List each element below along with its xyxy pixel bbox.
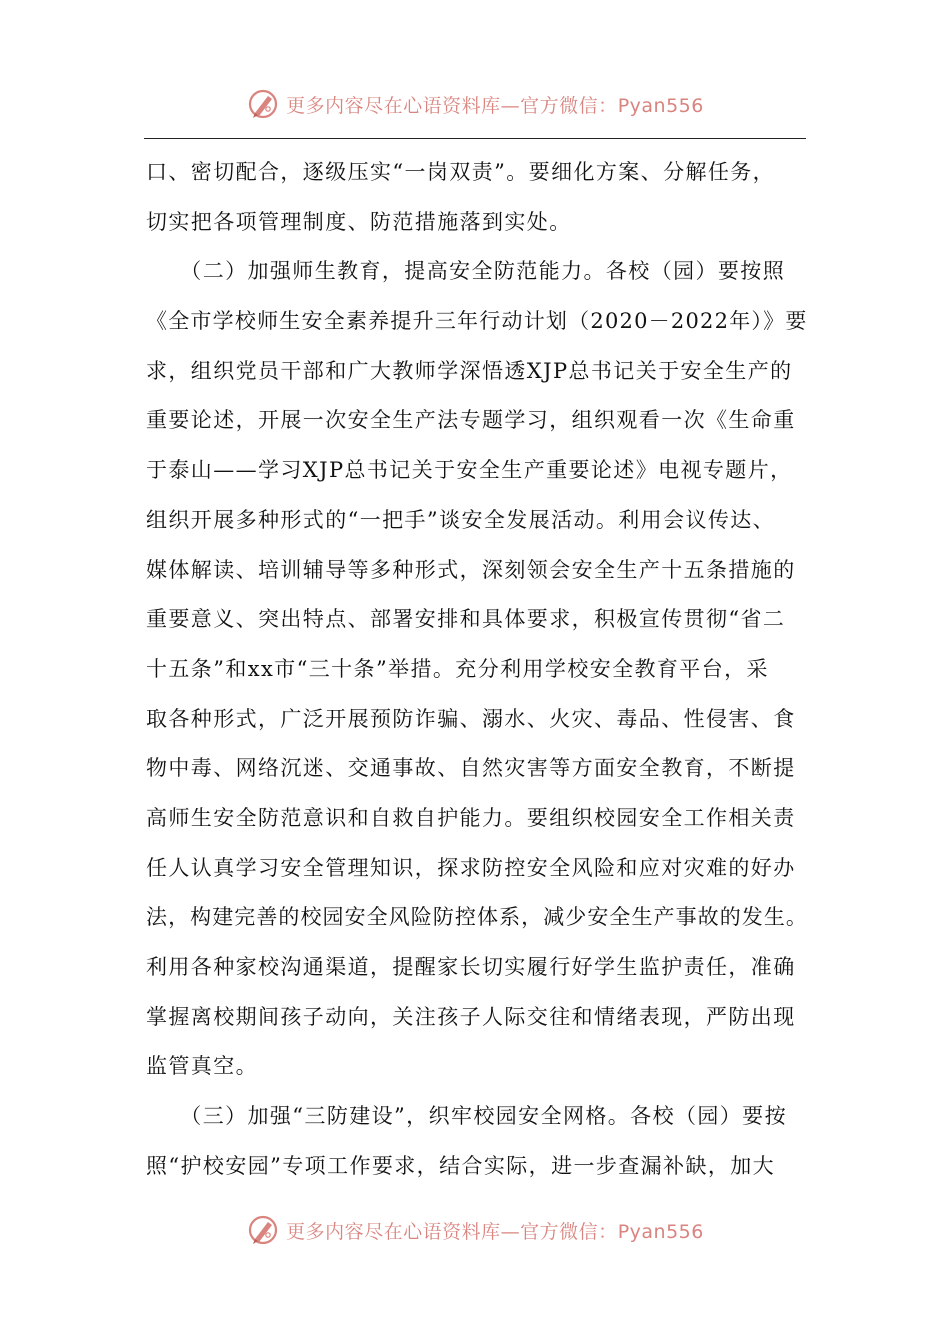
text-line: 照“护校安园”专项工作要求，结合实际，进一步查漏补缺，加大 xyxy=(146,1153,776,1178)
header-divider xyxy=(144,138,806,139)
text-line: 利用各种家校沟通渠道，提醒家长切实履行好学生监护责任，准确 xyxy=(146,955,796,979)
text-line: 口、密切配合，逐级压实“一岗双责”。要细化方案、分解任务， xyxy=(146,160,776,184)
header-wechat-label: 官方微信： xyxy=(520,94,618,117)
document-body xyxy=(146,152,806,1195)
page-footer xyxy=(0,1210,950,1250)
text-line: 法，构建完善的校园安全风险防控体系，减少安全生产事故的发生。 xyxy=(146,905,808,930)
text-line: 《全市学校师生安全素养提升三年行动计划（2020－2022年）》要 xyxy=(146,309,808,334)
text-line: 媒体解读、培训辅导等多种形式，深刻领会安全生产十五条措施的 xyxy=(146,557,796,582)
text-line: 重要论述，开展一次安全生产法专题学习，组织观看一次《生命重 xyxy=(146,408,796,433)
pen-logo-icon xyxy=(246,87,280,121)
text-line: 取各种形式，广泛开展预防诈骗、溺水、火灾、毒品、性侵害、食 xyxy=(146,706,796,731)
header-wechat-id: Pyan556 xyxy=(617,94,704,117)
text-line: 重要意义、突出特点、部署安排和具体要求，积极宣传贯彻“省二 xyxy=(146,607,786,632)
text-line: 掌握离校期间孩子动向，关注孩子人际交往和情绪表现，严防出现 xyxy=(146,1004,796,1029)
footer-wechat-id: Pyan556 xyxy=(617,1220,704,1243)
text-line: 高师生安全防范意识和自救自护能力。要组织校园安全工作相关责 xyxy=(146,805,796,830)
text-line: 监管真空。 xyxy=(146,1054,258,1079)
footer-banner xyxy=(246,1213,704,1247)
text-line: 于泰山——学习XJP总书记关于安全生产重要论述》电视专题片， xyxy=(146,458,793,483)
header-brand-text: 更多内容尽在心语资料库 xyxy=(286,94,501,117)
text-line: 十五条”和xx市“三十条”举措。充分利用学校安全教育平台，采 xyxy=(146,656,769,681)
pen-logo-icon xyxy=(246,1213,280,1247)
text-line: 求，组织党员干部和广大教师学深悟透XJP总书记关于安全生产的 xyxy=(146,358,793,383)
text-line: （三）加强“三防建设”，织牢校园安全网格。各校（园）要按 xyxy=(146,1104,787,1129)
footer-dash: — xyxy=(500,1220,521,1243)
header-dash: — xyxy=(500,94,521,117)
page-header xyxy=(0,84,950,124)
header-banner xyxy=(246,87,704,121)
footer-wechat-label: 官方微信： xyxy=(520,1220,618,1243)
text-line: 任人认真学习安全管理知识，探求防控安全风险和应对灾难的好办 xyxy=(146,855,796,880)
text-line: 物中毒、网络沉迷、交通事故、自然灾害等方面安全教育，不断提 xyxy=(146,756,796,781)
text-line: 切实把各项管理制度、防范措施落到实处。 xyxy=(146,209,572,234)
text-line: （二）加强师生教育，提高安全防范能力。各校（园）要按照 xyxy=(146,259,786,284)
footer-brand-text: 更多内容尽在心语资料库 xyxy=(286,1220,501,1243)
text-line: 组织开展多种形式的“一把手”谈安全发展活动。利用会议传达、 xyxy=(146,507,776,532)
